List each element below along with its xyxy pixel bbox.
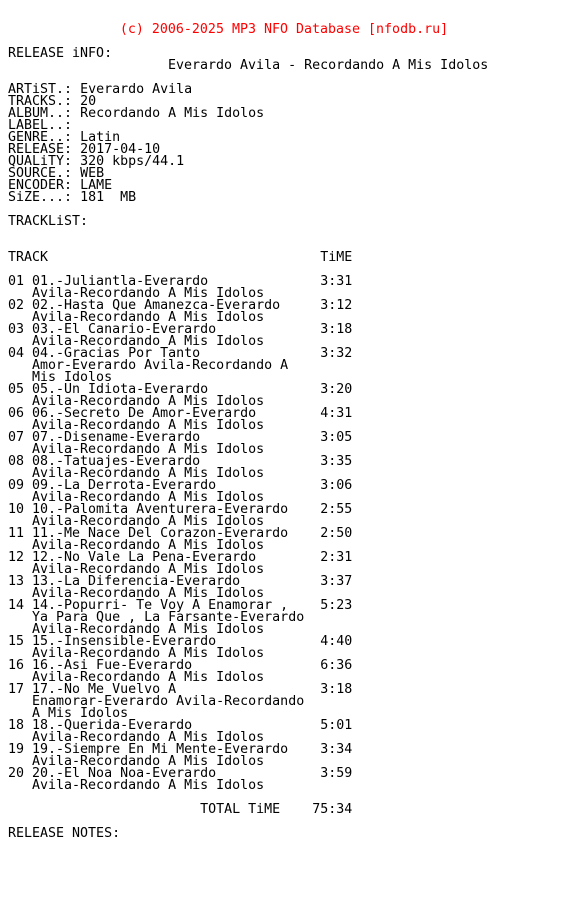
track-row-continuation: Avila-Recordando A Mis Idolos [8, 466, 265, 481]
track-row-continuation: Avila-Recordando A Mis Idolos [8, 334, 265, 349]
field-value: LAME [80, 178, 113, 193]
track-row-continuation: A Mis Idolos [8, 706, 129, 721]
track-row-continuation: Ya Para Que , La Farsante-Everardo [8, 610, 305, 625]
track-row-continuation: Avila-Recordando A Mis Idolos [8, 442, 265, 457]
track-row-continuation: Avila-Recordando A Mis Idolos [8, 670, 265, 685]
track-row-continuation: Avila-Recordando A Mis Idolos [8, 562, 265, 577]
field-value: Everardo Avila [80, 82, 193, 97]
field-label: QUALiTY: [8, 154, 81, 169]
track-row-continuation: Avila-Recordando A Mis Idolos [8, 418, 265, 433]
release-title: Everardo Avila - Recordando A Mis Idolos [168, 58, 489, 73]
track-row-continuation: Enamorar-Everardo Avila-Recordando [8, 694, 305, 709]
track-row-continuation: Avila-Recordando A Mis Idolos [8, 778, 265, 793]
track-row-continuation: Mis Idolos [8, 370, 113, 385]
track-row: 07 07.-Disename-Everardo 3:05 [8, 430, 353, 445]
tracklist-heading: TRACKLiST: [8, 214, 89, 229]
tracklist-column-headers: TRACK TiME [8, 250, 353, 265]
field-value: 320 kbps/44.1 [80, 154, 185, 169]
track-row: 05 05.-Un Idiota-Everardo 3:20 [8, 382, 353, 397]
track-row: 08 08.-Tatuajes-Everardo 3:35 [8, 454, 353, 469]
track-row: 19 19.-Siempre En Mi Mente-Everardo 3:34 [8, 742, 353, 757]
field-value: WEB [80, 166, 105, 181]
total-time: TOTAL TiME 75:34 [8, 802, 353, 817]
field-value: Recordando A Mis Idolos [80, 106, 265, 121]
field-label: GENRE..: [8, 130, 81, 145]
track-row: 02 02.-Hasta Que Amanezca-Everardo 3:12 [8, 298, 353, 313]
track-row-continuation: Amor-Everardo Avila-Recordando A [8, 358, 289, 373]
track-row: 20 20.-El Noa Noa-Everardo 3:59 [8, 766, 353, 781]
field-label: LABEL..: [8, 118, 81, 133]
track-row: 14 14.-Popurri- Te Voy A Enamorar , 5:23 [8, 598, 353, 613]
track-row-continuation: Avila-Recordando A Mis Idolos [8, 286, 265, 301]
track-row-continuation: Avila-Recordando A Mis Idolos [8, 394, 265, 409]
field-value: 181 MB [80, 190, 137, 205]
track-row: 09 09.-La Derrota-Everardo 3:06 [8, 478, 353, 493]
field-label: ENCODER: [8, 178, 81, 193]
track-row: 01 01.-Juliantla-Everardo 3:31 [8, 274, 353, 289]
field-label: ALBUM..: [8, 106, 81, 121]
track-row: 13 13.-La Diferencia-Everardo 3:37 [8, 574, 353, 589]
track-row-continuation: Avila-Recordando A Mis Idolos [8, 490, 265, 505]
field-value: 20 [80, 94, 97, 109]
track-row: 16 16.-Asi Fue-Everardo 6:36 [8, 658, 353, 673]
track-row-continuation: Avila-Recordando A Mis Idolos [8, 646, 265, 661]
release-info-field [8, 192, 352, 204]
track-row: 11 11.-Me Nace Del Corazon-Everardo 2:50 [8, 526, 353, 541]
field-value: 2017-04-10 [80, 142, 161, 157]
track-row: 18 18.-Querida-Everardo 5:01 [8, 718, 353, 733]
nfo-body [8, 48, 352, 840]
track-row-continuation: Avila-Recordando A Mis Idolos [8, 586, 265, 601]
track-row-continuation: Avila-Recordando A Mis Idolos [8, 538, 265, 553]
track-row: 04 04.-Gracias Por Tanto 3:32 [8, 346, 353, 361]
track-row: 17 17.-No Me Vuelvo A 3:18 [8, 682, 353, 697]
track-row: 12 12.-No Vale La Pena-Everardo 2:31 [8, 550, 353, 565]
track-row: 03 03.-El Canario-Everardo 3:18 [8, 322, 353, 337]
copyright-line: (c) 2006-2025 MP3 NFO Database [nfodb.ru] [119, 22, 449, 37]
field-label: ARTiST.: [8, 82, 81, 97]
track-row-continuation: Avila-Recordando A Mis Idolos [8, 730, 265, 745]
field-label: SiZE...: [8, 190, 81, 205]
blank-line [8, 228, 352, 240]
field-label: RELEASE: [8, 142, 81, 157]
release-notes-heading: RELEASE NOTES: [8, 826, 121, 841]
track-row-continuation: Avila-Recordando A Mis Idolos [8, 310, 265, 325]
track-row: 15 15.-Insensible-Everardo 4:40 [8, 634, 353, 649]
track-row-continuation: Avila-Recordando A Mis Idolos [8, 754, 265, 769]
blank-line [8, 60, 352, 72]
field-label: TRACKS.: [8, 94, 81, 109]
release-info-heading: RELEASE iNFO: [8, 46, 113, 61]
field-label: SOURCE.: [8, 166, 81, 181]
track-row: 10 10.-Palomita Aventurera-Everardo 2:55 [8, 502, 353, 517]
track-row-continuation: Avila-Recordando A Mis Idolos [8, 514, 265, 529]
field-value: Latin [80, 130, 121, 145]
track-row-continuation: Avila-Recordando A Mis Idolos [8, 622, 265, 637]
track-row: 06 06.-Secreto De Amor-Everardo 4:31 [8, 406, 353, 421]
